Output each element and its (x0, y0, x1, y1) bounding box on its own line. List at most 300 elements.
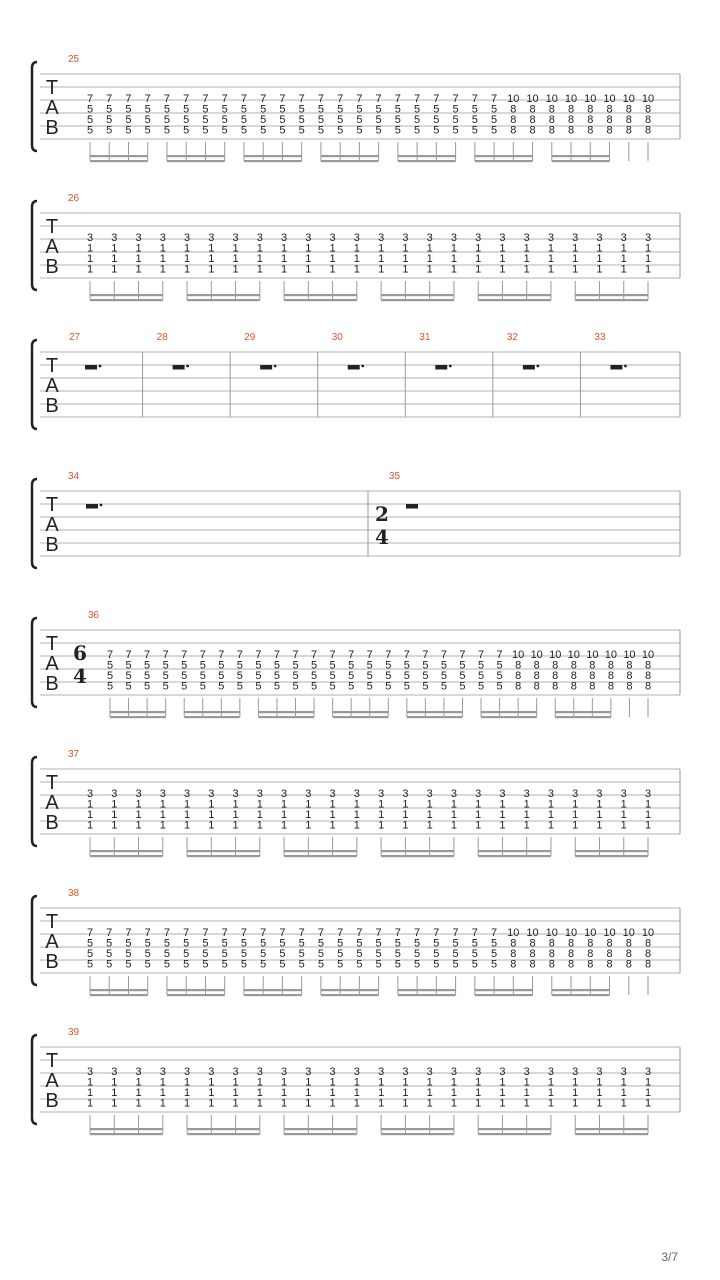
fret-number: 1 (183, 242, 191, 255)
fret-number: 5 (106, 103, 113, 116)
fret-number: 7 (240, 93, 247, 105)
fret-number: 5 (477, 670, 485, 682)
fret-number: 1 (378, 798, 385, 811)
fret-number: 5 (348, 659, 355, 672)
fret-number: 7 (491, 93, 498, 105)
fret-number: 3 (475, 232, 482, 244)
fret-number: 5 (440, 680, 447, 693)
fret-number: 3 (281, 232, 288, 244)
fret-number: 7 (163, 927, 171, 939)
fret-number: 5 (144, 948, 151, 960)
fret-number: 7 (356, 93, 363, 105)
fret-number: 8 (533, 670, 540, 682)
beam (575, 294, 648, 296)
fret-number: 5 (86, 103, 94, 116)
fret-number: 1 (281, 242, 288, 255)
fret-number: 8 (606, 103, 613, 116)
fret-number: 1 (305, 819, 312, 832)
fret-number: 1 (475, 253, 482, 265)
fret-number: 5 (337, 124, 344, 137)
fret-number: 5 (106, 670, 114, 682)
fret-number: 7 (240, 927, 247, 939)
fret-number: 5 (221, 958, 228, 971)
fret-number: 1 (523, 798, 530, 811)
fret-number: 5 (221, 114, 228, 126)
fret-number: 5 (86, 958, 94, 971)
fret-number: 5 (459, 659, 466, 672)
fret-number: 8 (587, 114, 594, 126)
tab-clef-letter: B (45, 256, 59, 278)
fret-number: 1 (499, 819, 506, 832)
fret-number: 7 (414, 93, 421, 105)
fret-number: 1 (596, 819, 603, 832)
fret-number: 5 (162, 670, 169, 682)
beam (555, 716, 611, 718)
fret-number: 8 (625, 124, 632, 137)
fret-number: 5 (394, 937, 401, 950)
bar-number: 37 (68, 749, 80, 760)
fret-number: 1 (159, 809, 166, 821)
fret-number: 3 (572, 232, 579, 244)
fret-number: 5 (202, 937, 209, 950)
fret-number: 7 (356, 927, 363, 939)
fret-number: 7 (440, 649, 447, 661)
fret-number: 5 (329, 659, 336, 672)
system-bracket (32, 479, 37, 568)
fret-number: 5 (125, 103, 132, 116)
fret-number: 3 (159, 232, 166, 244)
fret-number: 1 (475, 1097, 482, 1110)
bar-number: 38 (68, 888, 80, 899)
system-bracket (32, 896, 37, 985)
fret-number: 1 (208, 242, 215, 255)
fret-number: 8 (510, 124, 517, 137)
fret-number: 8 (587, 948, 594, 960)
fret-number: 3 (402, 232, 409, 244)
fret-number: 8 (529, 958, 536, 971)
fret-number: 1 (183, 819, 191, 832)
fret-number: 7 (317, 93, 324, 105)
fret-number: 1 (208, 1097, 215, 1110)
fret-number: 7 (106, 927, 113, 939)
fret-number: 7 (433, 93, 440, 105)
fret-number: 5 (375, 958, 382, 971)
fret-number: 1 (86, 242, 94, 255)
fret-number: 7 (144, 927, 151, 939)
fret-number: 5 (394, 103, 401, 116)
fret-number: 5 (183, 114, 190, 126)
tab-clef-letter: A (45, 97, 59, 119)
fret-number: 8 (607, 659, 614, 672)
fret-number: 8 (548, 124, 555, 137)
fret-number: 5 (452, 114, 459, 126)
fret-number: 8 (510, 937, 517, 950)
fret-number: 1 (620, 1087, 627, 1099)
fret-number: 5 (279, 114, 286, 126)
fret-number: 3 (305, 232, 312, 244)
fret-number: 1 (644, 1076, 652, 1089)
fret-number: 5 (240, 114, 247, 126)
fret-number: 5 (366, 670, 373, 682)
fret-number: 5 (279, 958, 286, 971)
fret-number: 3 (378, 232, 385, 244)
beam (184, 716, 240, 718)
fret-number: 1 (572, 819, 579, 832)
fret-number: 5 (125, 670, 132, 682)
fret-number: 1 (523, 809, 530, 821)
fret-number: 7 (452, 93, 459, 105)
fret-number: 1 (329, 798, 336, 811)
fret-number: 5 (329, 670, 336, 682)
fret-number: 10 (641, 927, 655, 939)
fret-number: 1 (499, 242, 506, 255)
fret-number: 1 (572, 263, 579, 276)
fret-number: 1 (426, 798, 433, 811)
time-signature-bottom: 4 (375, 525, 389, 549)
fret-number: 1 (281, 253, 288, 265)
fret-number: 1 (378, 819, 385, 832)
fret-number: 3 (596, 788, 603, 800)
fret-number: 7 (199, 649, 206, 661)
fret-number: 5 (236, 680, 243, 693)
fret-number: 5 (317, 948, 324, 960)
fret-number: 1 (329, 819, 336, 832)
fret-number: 5 (317, 114, 324, 126)
beam (284, 299, 357, 301)
beam (187, 1133, 260, 1135)
fret-number: 1 (353, 809, 360, 821)
fret-number: 5 (86, 114, 94, 126)
fret-number: 1 (111, 242, 118, 255)
fret-number: 1 (281, 798, 288, 811)
fret-number: 1 (450, 253, 457, 265)
fret-number: 1 (572, 809, 579, 821)
fret-number: 1 (475, 798, 482, 811)
fret-number: 3 (281, 1066, 288, 1078)
fret-number: 1 (547, 1076, 555, 1089)
fret-number: 5 (491, 124, 498, 137)
fret-number: 8 (552, 659, 559, 672)
fret-number: 5 (218, 680, 225, 693)
fret-number: 8 (529, 124, 536, 137)
fret-number: 5 (240, 124, 247, 137)
fret-number: 8 (644, 114, 652, 126)
fret-number: 3 (208, 788, 215, 800)
fret-number: 7 (183, 93, 190, 105)
fret-number: 7 (218, 649, 225, 661)
fret-number: 1 (402, 253, 409, 265)
fret-number: 7 (106, 93, 113, 105)
fret-number: 1 (450, 1087, 457, 1099)
fret-number: 7 (317, 927, 324, 939)
fret-number: 1 (523, 1097, 530, 1110)
beam (333, 711, 389, 713)
beam (381, 855, 454, 857)
fret-number: 1 (547, 242, 555, 255)
beam (575, 850, 648, 852)
fret-number: 5 (433, 948, 440, 960)
beam (575, 299, 648, 301)
rest-dot (274, 365, 277, 368)
fret-number: 10 (564, 927, 578, 939)
fret-number: 10 (604, 649, 618, 661)
beam (475, 160, 533, 162)
beam (321, 155, 379, 157)
fret-number: 1 (256, 1097, 263, 1110)
fret-number: 5 (459, 670, 466, 682)
fret-number: 1 (499, 1087, 506, 1099)
fret-number: 1 (426, 809, 433, 821)
fret-number: 5 (106, 958, 113, 971)
fret-number: 1 (378, 1087, 385, 1099)
fret-number: 5 (440, 670, 447, 682)
beam (321, 989, 379, 991)
beam (475, 994, 533, 996)
fret-number: 7 (106, 649, 114, 661)
beam (284, 294, 357, 296)
fret-number: 5 (422, 659, 429, 672)
fret-number: 1 (596, 809, 603, 821)
fret-number: 5 (260, 958, 267, 971)
fret-number: 5 (394, 948, 401, 960)
fret-number: 1 (402, 1097, 409, 1110)
beam (90, 850, 163, 852)
fret-number: 1 (499, 263, 506, 276)
fret-number: 1 (86, 798, 94, 811)
fret-number: 3 (426, 788, 433, 800)
fret-number: 5 (279, 124, 286, 137)
fret-number: 5 (317, 958, 324, 971)
fret-number: 8 (552, 680, 559, 693)
tab-clef-letter: T (45, 494, 59, 516)
tab-clef-letter: T (45, 216, 59, 238)
fret-number: 1 (523, 1076, 530, 1089)
fret-number: 10 (584, 927, 597, 939)
beam (478, 850, 551, 852)
fret-number: 1 (620, 242, 627, 255)
fret-number: 1 (135, 253, 142, 265)
fret-number: 1 (402, 263, 409, 276)
fret-number: 8 (533, 659, 540, 672)
fret-number: 7 (181, 649, 188, 661)
fret-number: 3 (353, 232, 360, 244)
fret-number: 5 (471, 114, 478, 126)
fret-number: 1 (305, 809, 312, 821)
fret-number: 5 (440, 659, 447, 672)
fret-number: 3 (499, 788, 506, 800)
fret-number: 8 (548, 103, 555, 116)
fret-number: 10 (586, 649, 599, 661)
fret-number: 1 (281, 809, 288, 821)
fret-number: 8 (625, 937, 632, 950)
fret-number: 1 (426, 1076, 433, 1089)
beam (167, 989, 225, 991)
fret-number: 1 (208, 1076, 215, 1089)
fret-number: 3 (183, 788, 191, 800)
fret-number: 3 (353, 1066, 360, 1078)
fret-number: 5 (279, 937, 286, 950)
fret-number: 3 (547, 1066, 555, 1078)
fret-number: 1 (475, 1076, 482, 1089)
fret-number: 1 (208, 819, 215, 832)
fret-number: 5 (144, 103, 151, 116)
beam (398, 989, 456, 991)
fret-number: 3 (329, 788, 336, 800)
fret-number: 5 (202, 958, 209, 971)
fret-number: 10 (530, 649, 543, 661)
fret-number: 8 (529, 114, 536, 126)
fret-number: 5 (477, 659, 485, 672)
beam (187, 855, 260, 857)
fret-number: 1 (402, 798, 409, 811)
beam (110, 711, 166, 713)
fret-number: 1 (135, 809, 142, 821)
fret-number: 7 (337, 93, 344, 105)
fret-number: 7 (86, 93, 94, 105)
fret-number: 8 (644, 659, 652, 672)
fret-number: 1 (256, 798, 263, 811)
fret-number: 10 (622, 93, 635, 105)
fret-number: 7 (329, 649, 336, 661)
bar-number: 32 (506, 332, 518, 343)
fret-number: 5 (471, 937, 478, 950)
fret-number: 3 (232, 1066, 239, 1078)
fret-number: 7 (221, 927, 228, 939)
beam (90, 855, 163, 857)
fret-number: 1 (426, 242, 433, 255)
beam (244, 994, 302, 996)
fret-number: 10 (623, 649, 636, 661)
fret-number: 3 (644, 788, 652, 800)
beam (575, 1133, 648, 1135)
fret-number: 1 (450, 798, 457, 811)
fret-number: 5 (452, 124, 459, 137)
fret-number: 7 (403, 649, 410, 661)
fret-number: 8 (644, 937, 652, 950)
fret-number: 5 (317, 124, 324, 137)
fret-number: 1 (232, 1097, 239, 1110)
fret-number: 5 (255, 670, 262, 682)
fret-number: 3 (596, 232, 603, 244)
fret-number: 3 (402, 788, 409, 800)
fret-number: 5 (375, 114, 382, 126)
beam (110, 716, 166, 718)
fret-number: 5 (163, 124, 171, 137)
fret-number: 5 (356, 948, 363, 960)
fret-number: 1 (111, 1076, 118, 1089)
fret-number: 7 (236, 649, 243, 661)
fret-number: 7 (260, 93, 267, 105)
fret-number: 5 (144, 680, 151, 693)
beam (478, 294, 551, 296)
fret-number: 7 (125, 649, 132, 661)
bar-number: 28 (156, 332, 168, 343)
fret-number: 1 (378, 253, 385, 265)
fret-number: 5 (356, 124, 363, 137)
beam (407, 716, 463, 718)
fret-number: 3 (475, 788, 482, 800)
fret-number: 1 (523, 1087, 530, 1099)
fret-number: 1 (378, 263, 385, 276)
fret-number: 1 (378, 1076, 385, 1089)
fret-number: 1 (596, 798, 603, 811)
fret-number: 5 (477, 680, 485, 693)
fret-number: 3 (256, 232, 263, 244)
fret-number: 5 (452, 937, 459, 950)
fret-number: 5 (144, 670, 151, 682)
fret-number: 7 (459, 649, 466, 661)
fret-number: 5 (144, 958, 151, 971)
fret-number: 5 (317, 937, 324, 950)
beam (187, 850, 260, 852)
fret-number: 1 (475, 242, 482, 255)
fret-number: 1 (644, 798, 652, 811)
beam (381, 1133, 454, 1135)
fret-number: 8 (548, 948, 555, 960)
fret-number: 3 (135, 1066, 142, 1078)
fret-number: 5 (414, 937, 421, 950)
fret-number: 8 (510, 958, 517, 971)
fret-number: 1 (305, 242, 312, 255)
tab-clef-letter: A (45, 653, 59, 675)
fret-number: 5 (433, 124, 440, 137)
beam (90, 989, 148, 991)
fret-number: 5 (260, 103, 267, 116)
fret-number: 1 (329, 263, 336, 276)
fret-number: 8 (587, 937, 594, 950)
fret-number: 3 (450, 1066, 457, 1078)
beam (321, 160, 379, 162)
fret-number: 1 (183, 1097, 191, 1110)
fret-number: 3 (208, 232, 215, 244)
beam (258, 716, 314, 718)
fret-number: 1 (256, 242, 263, 255)
fret-number: 1 (620, 809, 627, 821)
fret-number: 3 (183, 232, 191, 244)
fret-number: 1 (159, 263, 166, 276)
fret-number: 8 (606, 114, 613, 126)
tab-clef-letter: B (45, 673, 59, 695)
fret-number: 10 (507, 93, 520, 105)
fret-number: 5 (348, 680, 355, 693)
fret-number: 5 (162, 680, 169, 693)
fret-number: 1 (305, 253, 312, 265)
fret-number: 5 (183, 124, 190, 137)
beam (244, 160, 302, 162)
fret-number: 1 (232, 798, 239, 811)
fret-number: 5 (279, 103, 286, 116)
fret-number: 1 (644, 819, 652, 832)
fret-number: 1 (86, 1087, 94, 1099)
fret-number: 1 (644, 1087, 652, 1099)
fret-number: 1 (281, 1097, 288, 1110)
beam (187, 294, 260, 296)
fret-number: 8 (570, 670, 577, 682)
fret-number: 8 (625, 958, 632, 971)
fret-number: 5 (86, 948, 94, 960)
fret-number: 1 (547, 1087, 555, 1099)
fret-number: 5 (337, 103, 344, 116)
fret-number: 1 (329, 1076, 336, 1089)
fret-number: 3 (111, 1066, 118, 1078)
rest-mark (260, 365, 272, 370)
fret-number: 5 (471, 103, 478, 116)
fret-number: 1 (572, 1087, 579, 1099)
fret-number: 5 (422, 670, 429, 682)
beam (481, 711, 537, 713)
fret-number: 5 (298, 958, 305, 971)
fret-number: 1 (644, 809, 652, 821)
